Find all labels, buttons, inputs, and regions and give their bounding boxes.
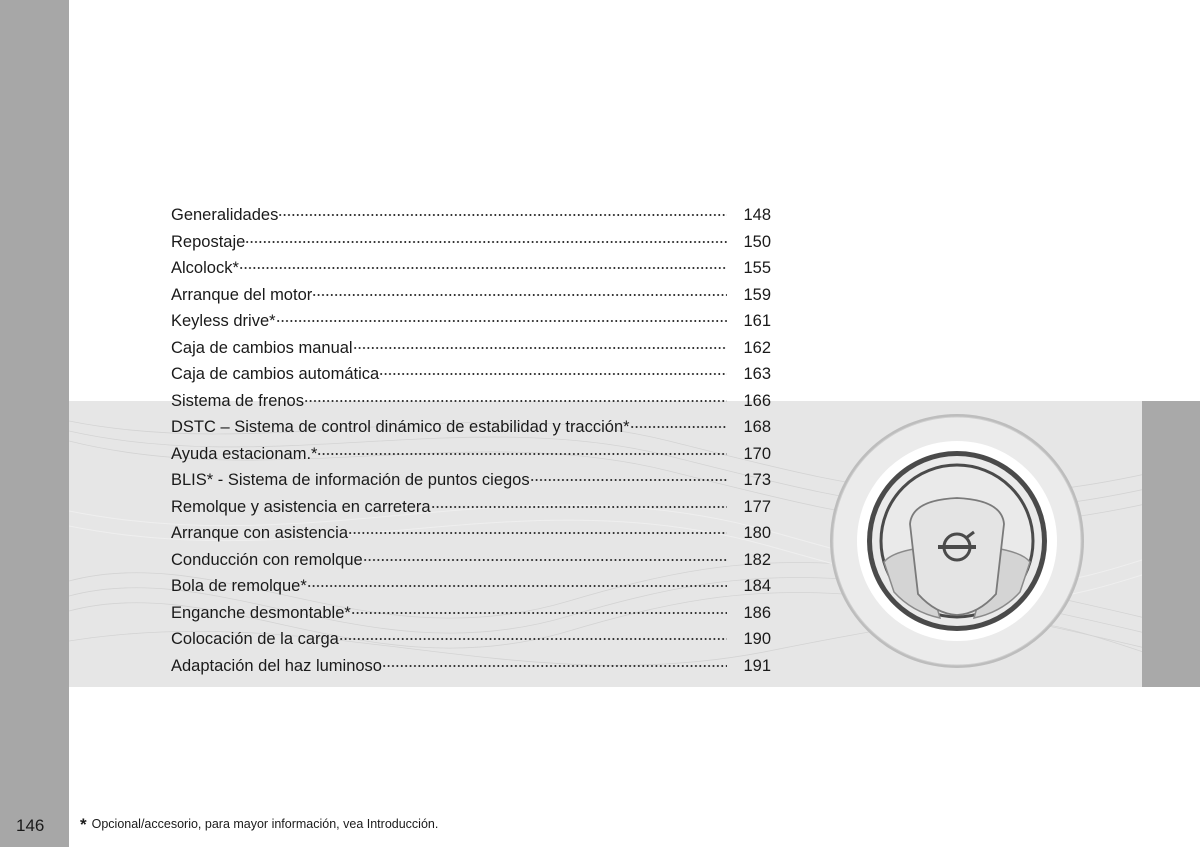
toc-item-page: 180: [743, 524, 771, 542]
table-of-contents: [171, 202, 771, 679]
toc-item-page: 186: [743, 603, 771, 622]
toc-item-page: 150: [743, 232, 771, 251]
toc-item[interactable]: [171, 282, 771, 309]
dot-leader: [239, 267, 727, 269]
toc-item[interactable]: [171, 414, 771, 441]
toc-item-page: 177: [743, 497, 771, 516]
dot-leader: [379, 373, 727, 375]
toc-item-title: Colocación de la carga: [171, 630, 339, 648]
toc-item[interactable]: [171, 467, 771, 494]
toc-item[interactable]: [171, 202, 771, 229]
toc-item[interactable]: [171, 255, 771, 282]
toc-item-title: Alcolock*: [171, 259, 239, 277]
toc-item-title: DSTC – Sistema de control dinámico de estabilidad y tracción*: [171, 418, 630, 436]
toc-item-title: Sistema de frenos: [171, 391, 304, 410]
toc-item-page: 161: [743, 312, 771, 330]
toc-item-title: Ayuda estacionam.*: [171, 444, 318, 463]
toc-item-title: Caja de cambios automática: [171, 365, 380, 383]
toc-item-page: 184: [743, 577, 771, 595]
toc-item[interactable]: [171, 441, 771, 468]
toc-item[interactable]: [171, 361, 771, 388]
toc-item-page: 191: [743, 656, 771, 675]
toc-item-page: 159: [743, 285, 771, 304]
toc-item-page: 148: [743, 206, 771, 224]
toc-item-title: Arranque con asistencia: [171, 524, 349, 542]
dot-leader: [317, 453, 727, 455]
dot-leader: [304, 400, 727, 402]
toc-item-title: BLIS* - Sistema de información de puntos ciegos: [171, 471, 530, 489]
chapter-tab: [1142, 401, 1200, 687]
dot-leader: [312, 294, 727, 296]
toc-item[interactable]: [171, 335, 771, 362]
dot-leader: [363, 559, 727, 561]
toc-item-page: 163: [743, 365, 771, 383]
toc-item[interactable]: [171, 573, 771, 600]
toc-item-title: Generalidades: [171, 206, 279, 224]
dot-leader: [431, 506, 727, 508]
page-number: 146: [16, 816, 45, 835]
footnote-text: Opcional/accesorio, para mayor información, vea Introducción.: [91, 817, 439, 831]
steering-wheel-icon: [828, 412, 1086, 670]
toc-item-page: 166: [743, 391, 771, 410]
toc-item-page: 190: [743, 630, 771, 648]
dot-leader: [630, 426, 727, 428]
left-margin-bar: [0, 0, 69, 847]
toc-item-title: Bola de remolque*: [171, 577, 307, 595]
toc-item-page: 182: [743, 550, 771, 569]
dot-leader: [382, 665, 727, 667]
footnote: [80, 813, 438, 833]
toc-item-title: Arranque del motor: [171, 285, 313, 304]
toc-item[interactable]: [171, 229, 771, 256]
toc-item-title: Remolque y asistencia en carretera: [171, 497, 431, 516]
dot-leader: [348, 532, 727, 534]
dot-leader: [307, 585, 727, 587]
dot-leader: [245, 241, 727, 243]
dot-leader: [353, 347, 727, 349]
toc-item-title: Keyless drive*: [171, 312, 276, 330]
dot-leader: [339, 638, 727, 640]
toc-item[interactable]: [171, 547, 771, 574]
toc-item[interactable]: [171, 494, 771, 521]
dot-leader: [351, 612, 727, 614]
toc-item-page: 162: [743, 338, 771, 357]
toc-item[interactable]: [171, 388, 771, 415]
toc-item[interactable]: [171, 520, 771, 547]
toc-item-title: Adaptación del haz luminoso: [171, 656, 382, 675]
toc-item-title: Conducción con remolque: [171, 550, 363, 569]
dot-leader: [276, 320, 727, 322]
footnote-marker: *: [80, 815, 87, 834]
toc-item-page: 173: [743, 471, 771, 489]
toc-item-page: 155: [743, 259, 771, 277]
toc-item[interactable]: [171, 626, 771, 653]
toc-item[interactable]: [171, 308, 771, 335]
toc-item-title: Enganche desmontable*: [171, 603, 351, 622]
toc-item-title: Caja de cambios manual: [171, 338, 353, 357]
toc-item-page: 170: [743, 444, 771, 463]
toc-item[interactable]: [171, 653, 771, 680]
toc-item-page: 168: [743, 418, 771, 436]
dot-leader: [278, 214, 727, 216]
dot-leader: [530, 479, 727, 481]
toc-item[interactable]: [171, 600, 771, 627]
toc-item-title: Repostaje: [171, 232, 246, 251]
